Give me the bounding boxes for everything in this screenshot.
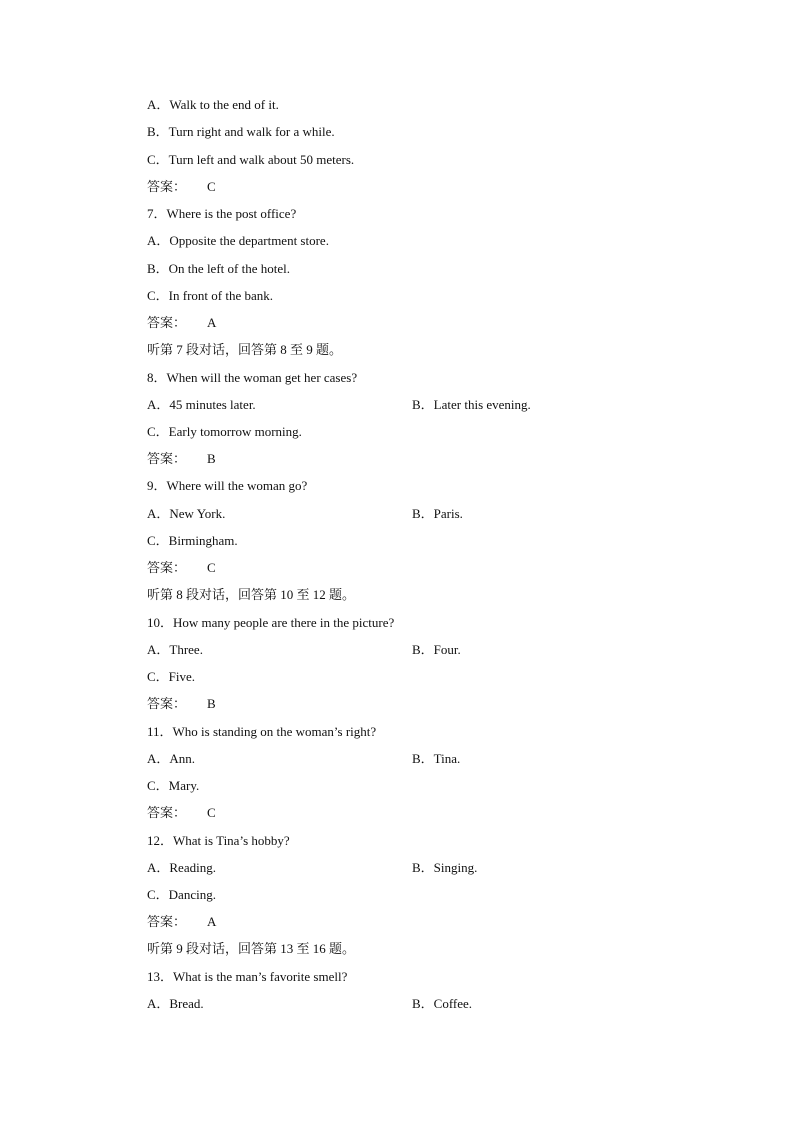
- question-7: 7．Where is the post office?: [147, 206, 297, 221]
- answer-label: 答案：: [147, 179, 187, 194]
- option-b-q8: B．Later this evening.: [412, 397, 531, 412]
- option-c-q6: C．Turn left and walk about 50 meters.: [147, 152, 355, 167]
- section-instruction-8: 听第 8 段对话，回答第 10 至 12 题。: [147, 587, 356, 602]
- answer-q10: [147, 696, 216, 712]
- section-instruction-7: 听第 7 段对话，回答第 8 至 9 题。: [147, 342, 343, 357]
- answer-value: C: [207, 179, 216, 194]
- option-a-q11: A．Ann.: [147, 751, 196, 766]
- section-instruction-9: 听第 9 段对话，回答第 13 至 16 题。: [147, 941, 356, 956]
- answer-value: B: [207, 451, 216, 466]
- option-b-q12: B．Singing.: [412, 860, 478, 875]
- option-a-q7: A．Opposite the department store.: [147, 233, 329, 248]
- option-a-q13: A．Bread.: [147, 996, 204, 1011]
- question-12: 12．What is Tina’s hobby?: [147, 833, 290, 848]
- question-8: 8．When will the woman get her cases?: [147, 370, 358, 385]
- answer-q9: [147, 560, 216, 576]
- option-c-q8: C．Early tomorrow morning.: [147, 424, 302, 439]
- answer-label: 答案：: [147, 805, 187, 820]
- option-b-q11: B．Tina.: [412, 751, 461, 766]
- option-a-q10: A．Three.: [147, 642, 203, 657]
- option-a-q12: A．Reading.: [147, 860, 216, 875]
- option-c-q7: C．In front of the bank.: [147, 288, 274, 303]
- option-a-q8: A．45 minutes later.: [147, 397, 256, 412]
- question-13: 13．What is the man’s favorite smell?: [147, 969, 348, 984]
- answer-label: 答案：: [147, 696, 187, 711]
- option-b-q10: B．Four.: [412, 642, 461, 657]
- answer-value: C: [207, 805, 216, 820]
- answer-value: B: [207, 696, 216, 711]
- answer-label: 答案：: [147, 914, 187, 929]
- answer-value: C: [207, 560, 216, 575]
- option-c-q11: C．Mary.: [147, 778, 200, 793]
- option-a-q9: A．New York.: [147, 506, 226, 521]
- option-b-q9: B．Paris.: [412, 506, 463, 521]
- option-b-q7: B．On the left of the hotel.: [147, 261, 290, 276]
- option-c-q10: C．Five.: [147, 669, 196, 684]
- option-c-q9: C．Birmingham.: [147, 533, 238, 548]
- question-10: 10．How many people are there in the picture?: [147, 615, 395, 630]
- question-9: 9．Where will the woman go?: [147, 478, 308, 493]
- option-a-q6: A．Walk to the end of it.: [147, 97, 279, 112]
- option-c-q12: C．Dancing.: [147, 887, 216, 902]
- option-b-q13: B．Coffee.: [412, 996, 473, 1011]
- answer-q12: [147, 914, 216, 930]
- answer-q11: [147, 805, 216, 821]
- answer-label: 答案：: [147, 315, 187, 330]
- answer-q7: [147, 315, 216, 331]
- option-b-q6: B．Turn right and walk for a while.: [147, 124, 335, 139]
- question-11: 11．Who is standing on the woman’s right?: [147, 724, 377, 739]
- answer-q8: [147, 451, 216, 467]
- answer-value: A: [207, 914, 217, 929]
- answer-label: 答案：: [147, 451, 187, 466]
- answer-value: A: [207, 315, 217, 330]
- answer-label: 答案：: [147, 560, 187, 575]
- answer-q6: [147, 179, 216, 195]
